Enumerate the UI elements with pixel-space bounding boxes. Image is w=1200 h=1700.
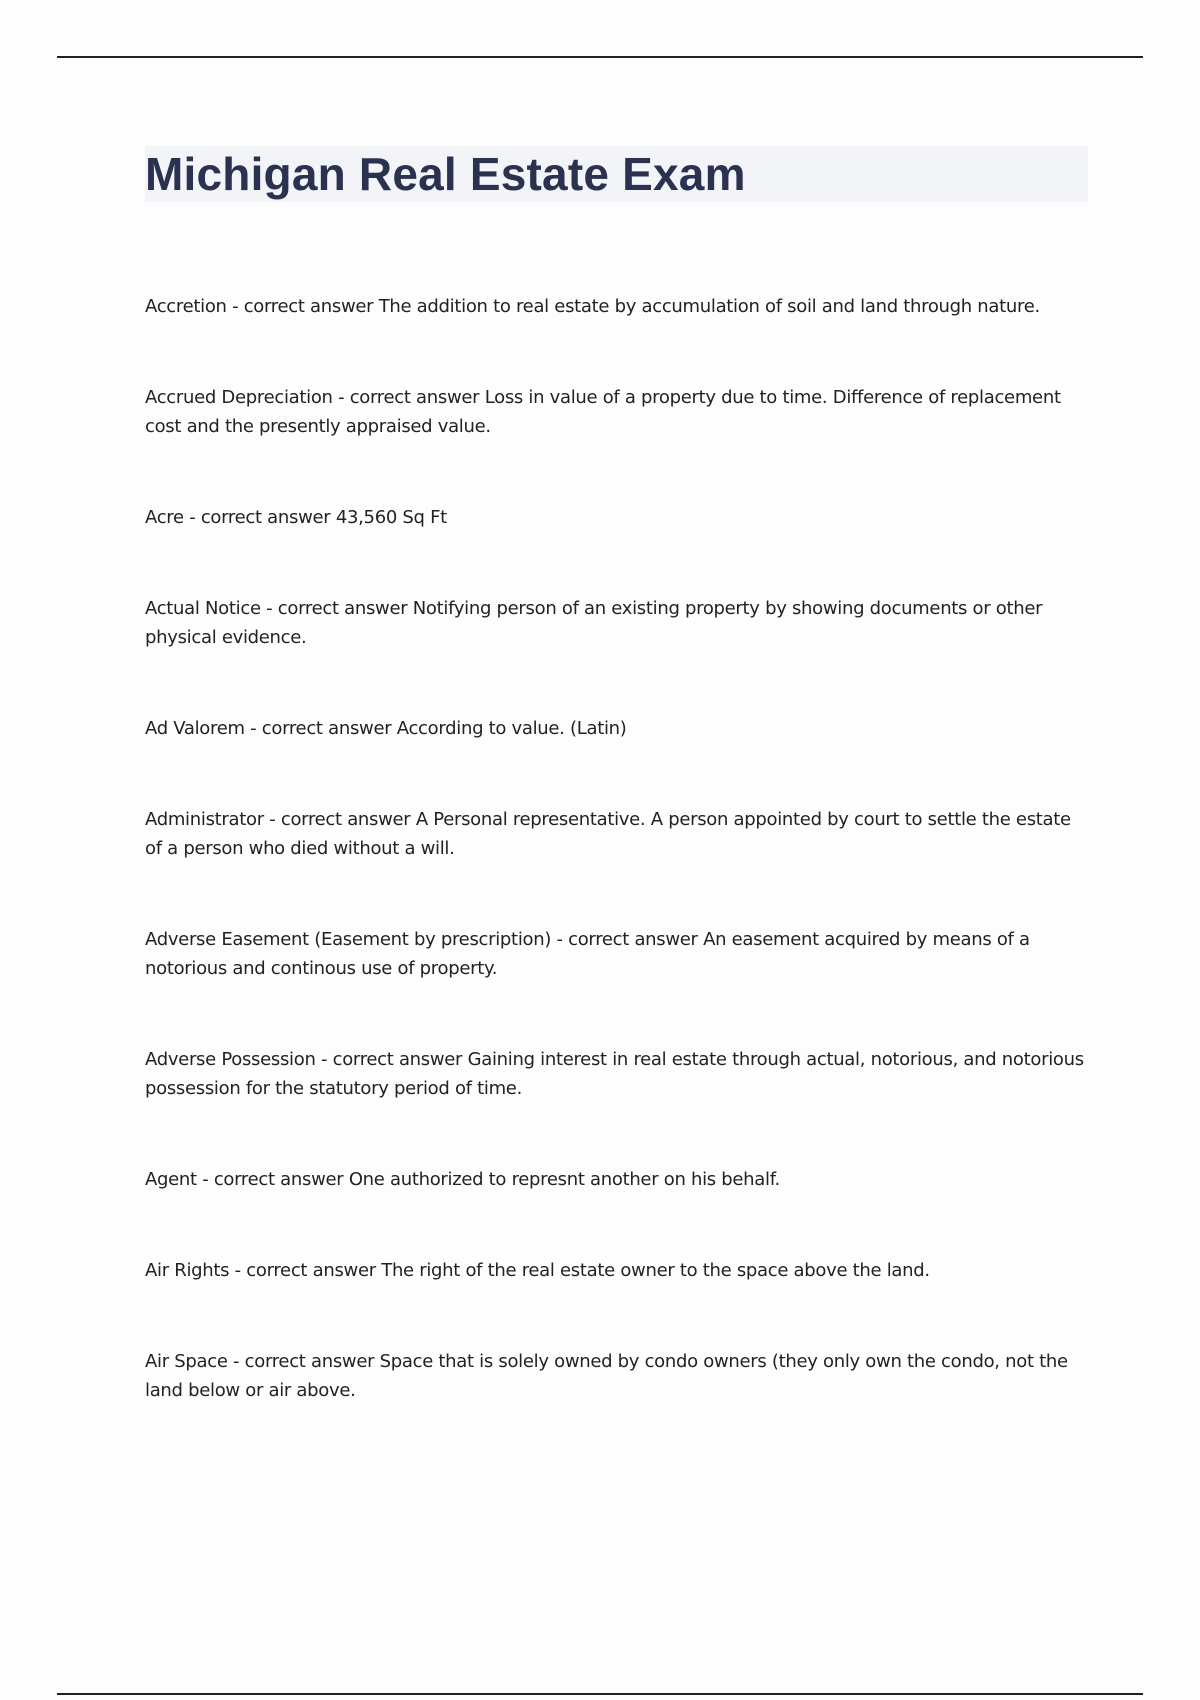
flashcard-entry — [145, 1256, 1090, 1285]
entry-term: Administrator — [145, 809, 264, 830]
entry-answer: One authorized to represnt another on his behalf. — [348, 1169, 780, 1190]
flashcard-entry — [145, 1165, 1090, 1194]
entry-term: Adverse Easement (Easement by prescription) — [145, 929, 552, 950]
entry-answer: 43,560 Sq Ft — [335, 507, 447, 528]
entry-separator: - correct answer — [551, 929, 704, 950]
entry-separator: - correct answer — [315, 1049, 468, 1070]
entry-answer: The right of the real estate owner to the space above the land. — [381, 1260, 930, 1281]
flashcard-entry — [145, 503, 1090, 532]
entry-term: Actual Notice — [145, 598, 261, 619]
page-title: Michigan Real Estate Exam — [145, 148, 746, 200]
entry-separator: - correct answer — [196, 1169, 349, 1190]
entry-separator: - correct answer — [244, 718, 397, 739]
flashcard-entry — [145, 594, 1090, 652]
entry-answer: A Personal representative. A person appointed by court to settle the estate of a person who died without a will. — [145, 809, 1071, 859]
entry-answer: Loss in value of a property due to time. Difference of replacement cost and the presently appraised value. — [145, 387, 1061, 437]
entry-term: Air Space — [145, 1351, 228, 1372]
entry-separator: - correct answer — [183, 507, 336, 528]
entry-answer: The addition to real estate by accumulation of soil and land through nature. — [378, 296, 1040, 317]
entry-separator: - correct answer — [227, 1351, 380, 1372]
entry-term: Acre — [145, 507, 184, 528]
entry-separator: - correct answer — [263, 809, 416, 830]
entry-answer: An easement acquired by means of a notorious and continous use of property. — [145, 929, 1030, 979]
entry-term: Adverse Possession — [145, 1049, 316, 1070]
entry-term: Air Rights — [145, 1260, 230, 1281]
entry-separator: - correct answer — [332, 387, 485, 408]
flashcard-entry — [145, 925, 1090, 983]
entry-separator: - correct answer — [229, 1260, 382, 1281]
flashcard-entry — [145, 383, 1090, 441]
flashcard-entry — [145, 292, 1090, 321]
entry-term: Accrued Depreciation — [145, 387, 333, 408]
flashcard-entry — [145, 805, 1090, 863]
flashcard-entry — [145, 714, 1090, 743]
entry-term: Accretion — [145, 296, 227, 317]
bottom-rule — [57, 1693, 1143, 1695]
entry-answer: According to value. (Latin) — [396, 718, 627, 739]
entry-term: Ad Valorem — [145, 718, 245, 739]
entry-answer: Gaining interest in real estate through actual, notorious, and notorious possession for the statutory period of time. — [145, 1049, 1084, 1099]
flashcard-entry — [145, 1347, 1090, 1405]
entry-answer: Notifying person of an existing property by showing documents or other physical evidence. — [145, 598, 1043, 648]
flashcard-list — [145, 292, 1090, 1467]
entry-separator: - correct answer — [226, 296, 379, 317]
entry-separator: - correct answer — [260, 598, 413, 619]
entry-term: Agent — [145, 1169, 197, 1190]
entry-answer: Space that is solely owned by condo owners (they only own the condo, not the land below or air above. — [145, 1351, 1068, 1401]
top-rule — [57, 56, 1143, 58]
flashcard-entry — [145, 1045, 1090, 1103]
